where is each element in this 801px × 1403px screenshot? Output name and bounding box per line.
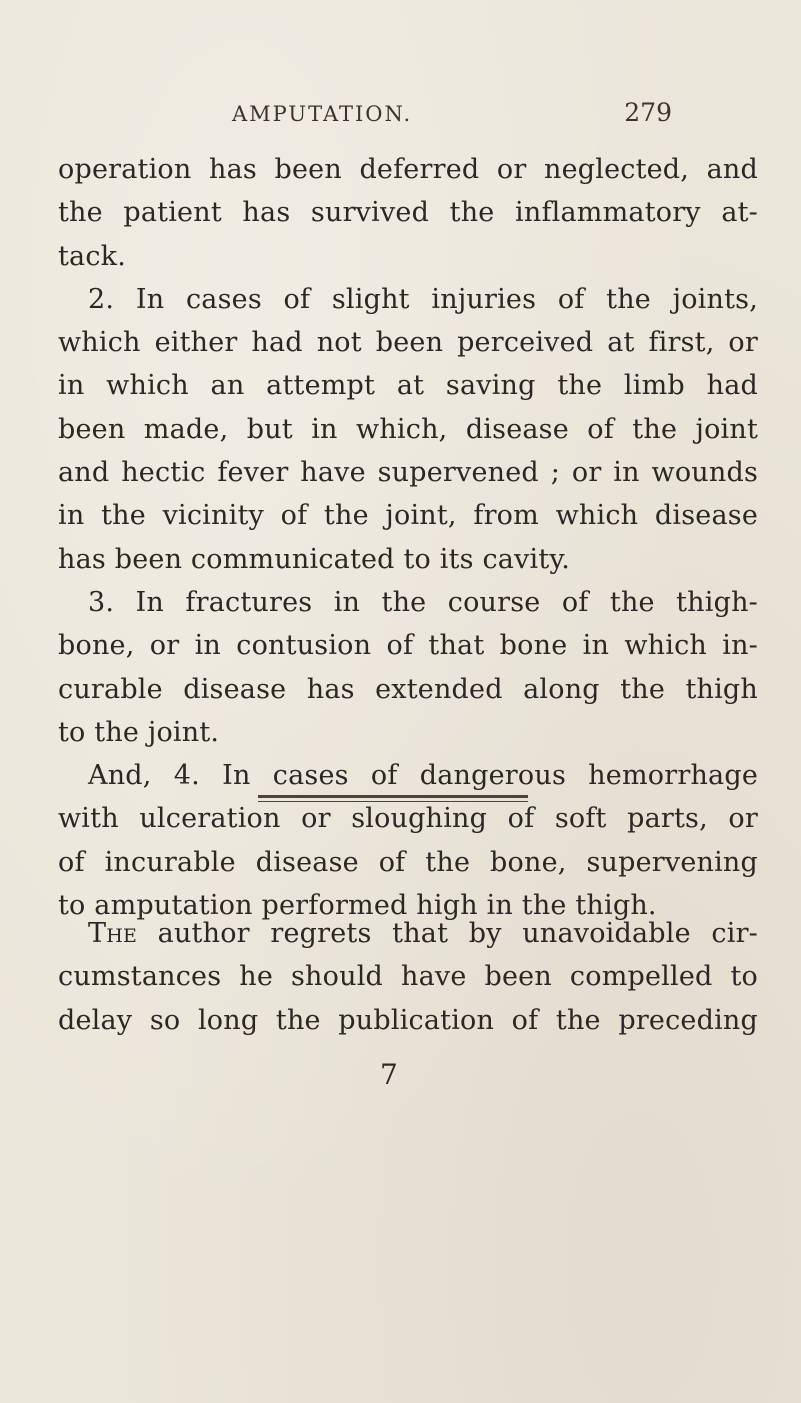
body-line: curable disease has extended along the thigh [58, 673, 758, 705]
note-lead-word: The [88, 918, 138, 949]
body-line: to amputation performed high in the thigh. [58, 890, 657, 922]
note-line-rest: author regrets that by unavoidable cir- [137, 918, 758, 949]
note-line: cumstances he should have been compelled to [58, 961, 758, 993]
page-number: 279 [624, 98, 672, 127]
body-line: bone, or in contusion of that bone in which in- [58, 630, 758, 662]
body-line: of incurable disease of the bone, supervening [58, 846, 758, 878]
body-line: 2. In cases of slight injuries of the joints, [88, 283, 758, 315]
body-line: which either had not been perceived at first, or [58, 327, 758, 359]
divider-thick-rule [258, 795, 528, 798]
signature-mark: 7 [380, 1058, 398, 1091]
body-line: the patient has survived the inflammatory at- [58, 197, 758, 229]
divider-thin-rule [258, 801, 528, 802]
body-line: operation has been deferred or neglected, and [58, 154, 758, 185]
note-line [58, 912, 758, 955]
body-line: And, 4. In cases of dangerous hemorrhage [88, 760, 758, 792]
body-line: and hectic fever have supervened ; or in wounds [58, 457, 758, 489]
body-line: in the vicinity of the joint, from which disease [58, 500, 758, 532]
body-line: in which an attempt at saving the limb had [58, 370, 758, 402]
body-line: to the joint. [58, 716, 220, 748]
body-line: 3. In fractures in the course of the thigh- [88, 586, 758, 618]
section-divider [258, 795, 528, 809]
body-text [58, 148, 758, 927]
running-title: AMPUTATION. [232, 102, 413, 126]
running-head [232, 92, 672, 132]
note-line: delay so long the publication of the preceding [58, 1004, 758, 1036]
body-line: been made, but in which, disease of the joint [58, 413, 758, 445]
body-line: tack. [58, 240, 127, 272]
body-line: has been communicated to its cavity. [58, 543, 571, 575]
author-note [58, 912, 758, 1042]
body-line: with ulceration or sloughing of soft parts, or [58, 803, 758, 835]
